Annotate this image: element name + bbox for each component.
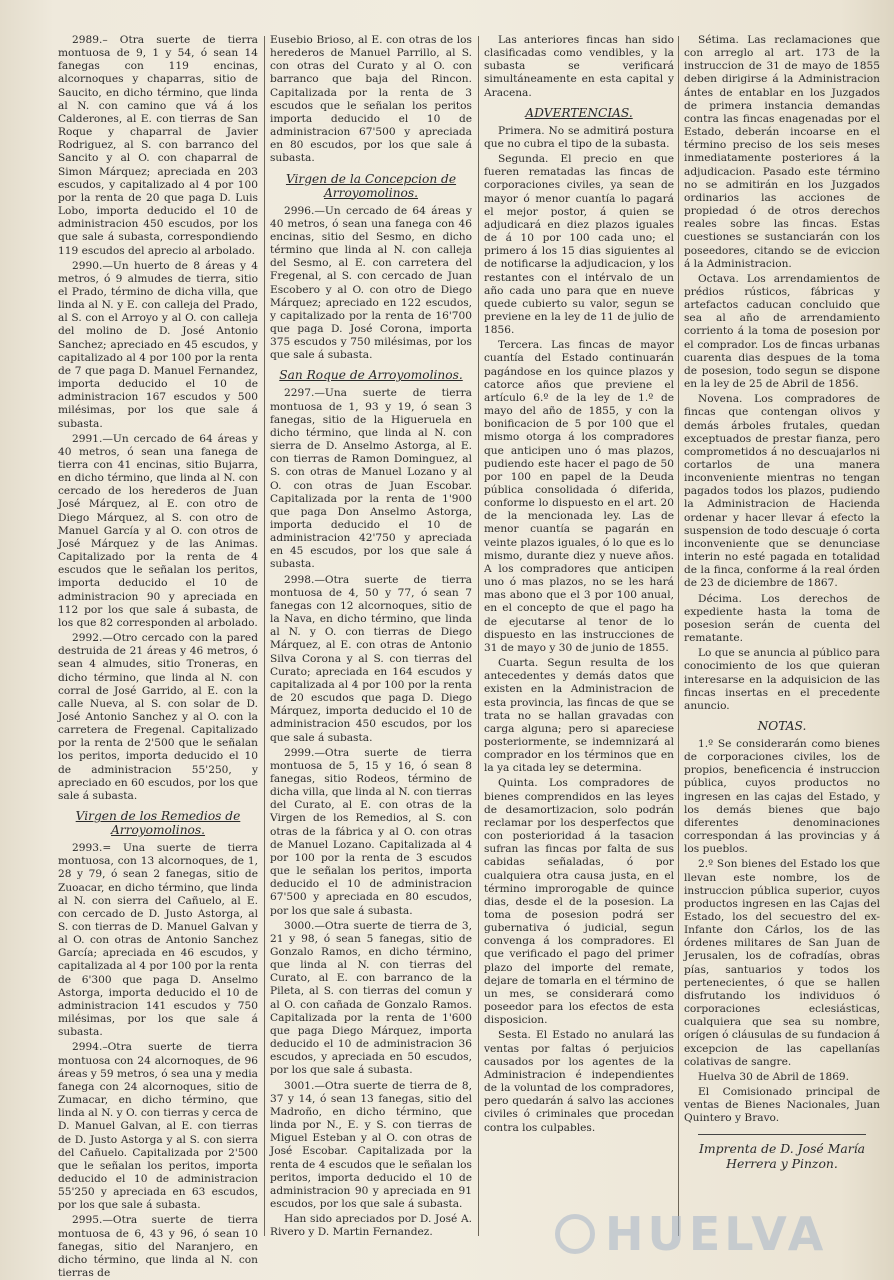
column-1 — [58, 34, 258, 1280]
lot-2989: 2989.– Otra suerte de tierra montuosa de 9, 1 y 54, ó sean 14 fanegas con 119 encinas, alcornoques y chaparras, sitio de Saucito, en dicho término, que linda al N. con camino que vá á los Calderones, al E. con tierras de San Roque y chaparral de Javier Rodriguez, al S. con barranco del Sancito y al O. con chaparral de Simon Márquez; apreciada en 203 escudos, y capitalizado al 4 por 100 por la renta de 20 que paga D. Luis Lobo, importa deducido el 10 de administracion 450 escudos, por los que sale á subasta, correspondiendo 119 escudos del aprecio al arbolado. — [58, 34, 258, 257]
advertencia-octava: Octava. Los arrendamientos de prédios rústicos, fábricas y artefactos caducan concluido que sea al año de arrendamiento corriento á la toma de posesion por el comprador. Los de fincas urbanas cuarenta dias despues de la toma de posesion, todo segun se dispone en la ley de 25 de Abril de 1856. — [684, 272, 880, 391]
lot-3000: 3000.—Otra suerte de tierra de 3, 21 y 98, ó sean 5 fanegas, sitio de Gonzalo Ramos, en dicho término, que linda al N. con tierras del Curato, al E. con barranco de la Pileta, al S. con tierras del comun y al O. con cañada de Gonzalo Ramos. Capitalizada por la renta de 1'600 que paga Diego Márquez, importa deducido el 10 de administracion 36 escudos, y apreciada en 50 escudos, por los que sale á subasta. — [270, 919, 472, 1077]
column-3 — [484, 34, 674, 1240]
nota-1: 1.º Se considerarán como bienes de corporaciones civiles, los de propios, beneficencia é instruccion pública, cuyos productos no ingresen en las cajas del Estado, y los demás bienes que bajo diferentes denominaciones correspondan á las provincias y á los pueblos. — [684, 737, 880, 856]
lot-2992: 2992.—Otro cercado con la pared destruida de 21 áreas y 46 metros, ó sean 4 almudes, sitio Troneras, en dicho término, que linda al N. con corral de José Garrido, al E. con la calle Nueva, al S. con solar de D. José Antonio Sanchez y al O. con la carretera de Fregenal. Capitalizado por la renta de 2'500 que le señalan los peritos, importa deducido el 10 de administracion 55'250, y apreciado en 60 escudos, por los que sale á subasta. — [58, 632, 258, 802]
appraisers-note: Han sido apreciados por D. José A. Rivero y D. Martin Fernandez. — [270, 1213, 472, 1239]
lot-2991: 2991.—Un cercado de 64 áreas y 40 metros, ó sean una fanega de tierra con 41 encinas, sitio Bujarra, en dicho término, que linda al N. con cercado de los herederos de Juan José Márquez, al E. con otro de Diego Márquez, al S. con otro de Manuel García y al O. con otros de José Márquez y de las Animas. Capitalizado por la renta de 4 escudos que le señalan los peritos, importa deducido el 10 de administracion 90 y apreciada en 112 por los que sale á subasta, de los que 82 corresponden al arbolado. — [58, 432, 258, 629]
signature: El Comisionado principal de ventas de Bienes Nacionales, Juan Quintero y Bravo. — [684, 1086, 880, 1125]
section-heading-notas: NOTAS. — [757, 718, 807, 733]
advertencia-novena: Novena. Los compradores de fincas que contengan olivos y demás árboles frutales, quedan exceptuados de prestar fianza, pero comprometidos á no descuajarlos ni cortarlos de una manera inconveniente mientras no tengan pagados todos los plazos, pudiendo la Administracion de Hacienda ordenar y hacer llevar á efecto la suspension de todo descuaje ó corta inconveniente que se denunciase interin no esté pagada en totalidad de la finca, conforme á la real órden de 23 de diciembre de 1867. — [684, 393, 880, 590]
lot-2995-continued: Eusebio Brioso, al E. con otras de los herederos de Manuel Parrillo, al S. con otras del Curato y al O. con barranco que baja del Rincon. Capitalizada por la renta de 3 escudos que le señalan los peritos importa deducido el 10 de administracion 67'500 y apreciada en 80 escudos, por los que sale á subasta. — [270, 34, 472, 165]
lot-2994: 2994.–Otra suerte de tierra montuosa con 24 alcornoques, de 96 áreas y 59 metros, ó sea una y media fanega con 24 alcornoques, sitio de Zumacar, en dicho término, que linda al N. y O. con tierras y cerca de D. Manuel Galvan, al E. con tierras de D. Justo Astorga y al S. con sierra del Cañuelo. Capitalizada por 2'500 que le señalan los peritos, importa deducido el 10 de administracion 55'250 y apreciada en 63 escudos, por los que sale á subasta. — [58, 1041, 258, 1212]
lot-2297: 2297.—Una suerte de tierra montuosa de 1, 93 y 19, ó sean 3 fanegas, sitio de la Higueruela en dicho término, que linda al N. con sierra de D. Anselmo Astorga, al E. con tierras de Ramon Dominguez, al S. con otras de Manuel Lozano y al O. con otras de Juan Escobar. Capitalizada por la renta de 1'900 que paga Don Anselmo Astorga, importa deducido el 10 de administracion 42'750 y apreciada en 45 escudos, por los que sale á subasta. — [270, 387, 472, 571]
section-heading-remedios: Virgen de los Remedios de Arroyomolinos. — [75, 809, 241, 838]
public-announcement: Lo que se anuncia al público para conocimiento de los que quieran interesarse en la adquisicion de las fincas insertas en el precedente anuncio. — [684, 647, 880, 712]
advertencia-quinta: Quinta. Los compradores de bienes comprendidos en las leyes de desamortizacion, solo podrán reclamar por los desperfectos que con posterioridad á la tasacion sufran las fincas por falta de sus cabidas señaladas, ó por cualquiera otra causa justa, en el término improrogable de quince dias, desde el de la posesion. La toma de posesion podrá ser gubernativa ó judicial, segun convenga á los compradores. El que verificado el pago del primer plazo del importe del remate, dejare de tomarla en el término de un mes, se considerará como poseedor para los efectos de esta disposicion. — [484, 777, 674, 1027]
advertencia-setima: Sétima. Las reclamaciones que con arreglo al art. 173 de la instruccion de 31 de mayo de 1855 deben dirigirse á la Administracion ántes de entablar en los Juzgados de primera instancia demandas contra las fincas enagenadas por el Estado, deberán incoarse en el término preciso de los seis meses inmediatamente posteriores á la adjudicacion. Pasado este término no se admitirán en los Juzgados ordinarios las acciones de propiedad ó de otros derechos reales sobre las fincas. Estas cuestiones se sustanciarán con los poseedores, citando se de eviccion á la Administracion. — [684, 34, 880, 270]
advertencia-segunda: Segunda. El precio en que fueren rematadas las fincas de corporaciones civiles, ya sean de mayor ó menor cuantía lo pagará el mejor postor, á quien se adjudicará en diez plazos iguales de á 10 por 100 cada uno; el primero á los 15 dias siguientes al de notificarse la adjudicacion, y los restantes con el intérvalo de un año cada uno para que en nueve quede cubierto su valor, segun se previene en la ley de 11 de julio de 1856. — [484, 153, 674, 337]
advertencia-sesta: Sesta. El Estado no anulará las ventas por faltas ó perjuicios causados por los agentes de la Administracion é independientes de la voluntad de los compradores, pero quedarán á salvo las acciones civiles ó criminales que procedan contra los culpables. — [484, 1029, 674, 1134]
lot-2990: 2990.—Un huerto de 8 áreas y 4 metros, ó 9 almudes de tierra, sitio el Prado, término de dicha villa, que linda al N. y E. con calleja del Prado, al S. con el Arroyo y al O. con calleja del molino de D. José Antonio Sanchez; apreciado en 45 escudos, y capitalizado al 4 por 100 por la renta de 7 que paga D. Manuel Fernandez, importa deducido el 10 de administracion 167 escudos y 500 milésimas, por los que sale á subasta. — [58, 259, 258, 430]
advertencia-tercera: Tercera. Las fincas de mayor cuantía del Estado continuarán pagándose en los quince plazos y catorce años que previene el artículo 6.º de la ley de 1.º de mayo del año de 1855, y con la bonificacion de 5 por 100 que el mismo otorga á los compradores que anticipen uno ó mas plazos, pudiendo este hacer el pago de 50 por 100 en papel de la Deuda pública consolidada ó diferida, conforme lo dispuesto en el art. 20 de la mencionada ley. Las de menor cuantía se pagarán en veinte plazos iguales, ó lo que es lo mismo, durante diez y nueve años. A los compradores que anticipen uno ó mas plazos, no se les hará mas abono que el 3 por 100 anual, en el concepto de que el pago ha de ejecutarse al tenor de lo dispuesto en las instrucciones de 31 de mayo y 30 de junio de 1855. — [484, 339, 674, 654]
lot-2995: 2995.—Otra suerte de tierra montuosa de 6, 43 y 96, ó sean 10 fanegas, sitio del Naranjero, en dicho término, que linda al N. con tierras de — [58, 1214, 258, 1280]
section-heading-san-roque: San Roque de Arroyomolinos. — [279, 368, 463, 383]
lot-3001: 3001.—Otra suerte de tierra de 8, 37 y 14, ó sean 13 fanegas, sitio del Madroño, en dicho término, que linda por N., E. y S. con tierras de Miguel Esteban y al O. con otras de José Escobar. Capitalizada por la renta de 4 escudos que le señalan los peritos, importa deducido el 10 de administracion 90 y apreciada en 91 escudos, por los que sale á subasta. — [270, 1079, 472, 1210]
watermark-logo — [555, 1204, 855, 1264]
watermark-emblem-icon — [555, 1214, 595, 1254]
imprint-divider — [698, 1134, 866, 1135]
column-divider — [678, 36, 679, 1236]
classification-note: Las anteriores fincas han sido clasificadas como vendibles, y la subasta se verificará simultáneamente en esta capital y Aracena. — [484, 34, 674, 99]
advertencia-primera: Primera. No se admitirá postura que no cubra el tipo de la subasta. — [484, 124, 674, 150]
column-divider — [478, 36, 479, 1236]
nota-2: 2.º Son bienes del Estado los que llevan este nombre, los de instruccion pública superior, cuyos productos ingresen en las Cajas del Estado, los del secuestro del ex-Infante don Cárlos, los de las órdenes militares de San Juan de Jerusalen, los de cofradías, obras pías, santuarios y todos los pertenecientes, ó que se hallen disfrutando los individuos ó corporaciones eclesiásticas, cualquiera que sea su nombre, orígen ó cláusulas de su fundacion á excepcion de las capellanías colativas de sangre. — [684, 858, 880, 1068]
advertencia-decima: Décima. Los derechos de expediente hasta la toma de posesion serán de cuenta del rematante. — [684, 592, 880, 645]
lot-2996: 2996.—Un cercado de 64 áreas y 40 metros, ó sean una fanega con 46 encinas, sitio del Sesmo, en dicho término que linda al N. con calleja del Sesmo, al E. con carretera del Fregenal, al S. con cercado de Juan Escobero y al O. con otro de Diego Márquez; apreciado en 122 escudos, y capitalizado por la renta de 16'700 que paga D. José Corona, importa 375 escudos y 750 milésimas, por los que sale á subasta. — [270, 204, 472, 362]
section-heading-concepcion: Virgen de la Concepcion de Arroyomolinos. — [285, 171, 457, 200]
column-4 — [684, 34, 880, 1240]
column-divider — [264, 36, 265, 1236]
lot-2998: 2998.—Otra suerte de tierra montuosa de 4, 50 y 77, ó sean 7 fanegas con 12 alcornoques, sitio de la Nava, en dicho término, que linda al N. y O. con tierras de Diego Márquez, al E. con otras de Antonio Silva Corona y al S. con tierras del Curato; apreciada en 164 escudos y capitalizada al 4 por 100 por la renta de 20 escudos que paga D. Diego Márquez, importa deducido el 10 de administracion 450 escudos, por los que sale á subasta. — [270, 573, 472, 744]
section-heading-advertencias: ADVERTENCIAS. — [525, 105, 633, 120]
date-line: Huelva 30 de Abril de 1869. — [698, 1070, 850, 1083]
lot-2993: 2993.= Una suerte de tierra montuosa, con 13 alcornoques, de 1, 28 y 79, ó sean 2 fanegas, sitio de Zuoacar, en dicho término, que linda al N. con sierra del Cañuelo, al E. con cercado de D. Justo Astorga, al S. con tierras de D. Manuel Galvan y al O. con otras de Antonio Sanchez García; apreciada en 46 escudos, y capitalizada al 4 por 100 por la renta de 6'300 que paga D. Anselmo Astorga, importa deducido el 10 de administracion 141 escudos y 750 milésimas, por los que sale á subasta. — [58, 842, 258, 1039]
lot-2999: 2999.—Otra suerte de tierra montuosa de 5, 15 y 16, ó sean 8 fanegas, sitio Rodeos, término de dicha villa, que linda al N. con tierras del Curato, al E. con otras de la Virgen de los Remedios, al S. con otras de la fábrica y al O. con otras de Manuel Lozano. Capitalizada al 4 por 100 por la renta de 3 escudos que le señalan los peritos, importa deducido el 10 de administracion 67'500 y apreciada en 80 escudos, por los que sale á subasta. — [270, 746, 472, 917]
advertencia-cuarta: Cuarta. Segun resulta de los antecedentes y demás datos que existen en la Administracion de esta provincia, las fincas de que se trata no se hallan gravadas con carga alguna; pero si apareciese posteriormente, se indemnizará al comprador en los términos que en la ya citada ley se determina. — [484, 657, 674, 775]
column-2 — [270, 34, 472, 1240]
watermark-text: HUELVA — [605, 1207, 828, 1261]
imprint: Imprenta de D. José María Herrera y Pinzon. — [698, 1140, 866, 1171]
